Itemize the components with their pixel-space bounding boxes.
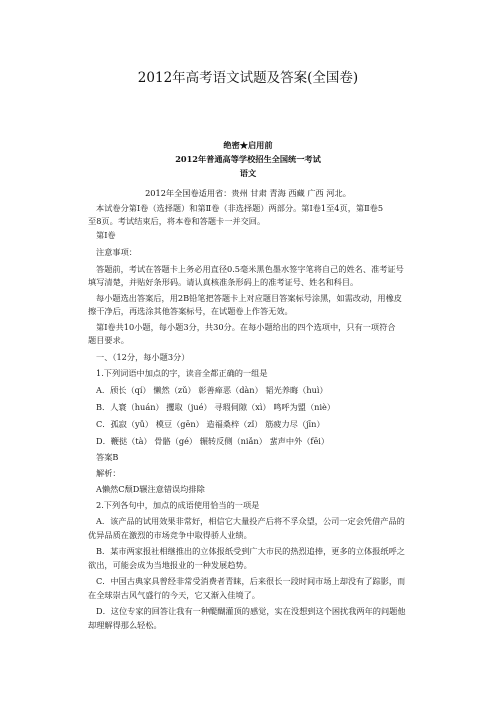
notice-3-line-2: 题目要求。 xyxy=(88,335,129,345)
question-2-option-d-line-1: D．这位专家的回答让我有一种醍醐灌顶的感觉，实在没想到这个困扰我两年的问题他 xyxy=(96,606,406,616)
volume-one-label: 第Ⅰ卷 xyxy=(96,230,116,240)
notice-2-line-2: 擦干净后，再选涂其他答案标号，在试题卷上作答无效。 xyxy=(88,306,293,316)
question-2-option-c-line-2: 在全球崇古风气盛行的今天，它又渐入佳境了。 xyxy=(88,590,260,600)
section-one-heading: 一、（12分，每小题3分） xyxy=(96,352,190,362)
answer-1: 答案B xyxy=(96,452,119,462)
intro-line-2: 至8页。考试结束后，将本卷和答题卡一并交回。 xyxy=(88,216,266,226)
question-2-option-b-line-1: B．某市两家报社相继推出的立体报纸受到广大市民的热烈追捧，更多的立体报纸呼之 xyxy=(96,546,405,556)
question-2-option-b-line-2: 欲出，可能会成为当地报业的一种发展趋势。 xyxy=(88,560,252,570)
question-2-option-c-line-1: C．中国古典家具曾经非常受消费者青睐，后来很长一段时间市场上却没有了踪影，而 xyxy=(96,576,406,586)
analysis-heading: 解析： xyxy=(96,468,121,478)
question-2: 2.下列各句中，加点的成语使用恰当的一项是 xyxy=(96,500,260,510)
applicable-provinces: 2012年全国卷适用省：贵州 甘肃 青海 西藏 广西 河北。 xyxy=(145,188,351,198)
analysis-1: A懒然C颓D辗注意错误均排除 xyxy=(96,484,205,494)
notice-1-line-2: 填写清楚，并贴好条形码。请认真核准条形码上的准考证号、姓名和科目。 xyxy=(88,277,359,287)
exam-name: 2012年普通高等学校招生全国统一考试 xyxy=(175,154,321,164)
question-1: 1.下列词语中加点的字，读音全都正确的一组是 xyxy=(96,368,268,378)
confidential-header: 绝密★启用前 xyxy=(223,140,273,150)
notice-1-line-1: 答题前，考试在答题卡上务必用直径0.5毫米黑色墨水签字笔将自己的姓名、准考证号 xyxy=(96,264,404,274)
question-1-option-b: B．人寰（huán） 攫取（jué） 寻瑕伺隙（xì） 鸣呼为盟（niè） xyxy=(96,402,336,412)
notice-heading: 注意事项： xyxy=(96,247,137,257)
question-1-option-a: A．颀长（qí） 懒然（zǔ） 彰善瘅恶（dàn） 韬光养晦（huì） xyxy=(96,385,328,395)
notice-2-line-1: 每小题选出答案后，用2B铅笔把答题卡上对应题目答案标号涂黑，如需改动，用橡皮 xyxy=(96,293,402,303)
question-2-option-a-line-1: A．该产品的试用效果非常好，相信它大量投产后将不孚众望，公司一定会凭借产品的 xyxy=(96,516,405,526)
page-title: 2012年高考语文试题及答案(全国卷) xyxy=(137,70,359,86)
question-1-option-c: C．孤寂（yǔ） 模豆（gēn） 造福桑梓（zǐ） 筋疲力尽（jīn） xyxy=(96,419,325,429)
question-2-option-a-line-2: 优异品质在激烈的市场竞争中取得骄人业绩。 xyxy=(88,530,252,540)
question-2-option-d-line-2: 却理解得那么轻松。 xyxy=(88,620,162,630)
intro-line-1: 本试卷分第Ⅰ卷（选择题）和第Ⅱ卷（非选择题）两部分。第Ⅰ卷1至4页，第Ⅱ卷5 xyxy=(96,203,384,213)
subject-name: 语文 xyxy=(239,168,257,178)
question-1-option-d: D．鞭挞（tà） 骨骼（gé） 辗转反侧（niǎn） 蜚声中外（fēi） xyxy=(96,436,330,446)
notice-3-line-1: 第Ⅰ卷共10小题，每小题3分，共30分。在每小题给出的四个选项中，只有一项符合 xyxy=(96,322,396,332)
